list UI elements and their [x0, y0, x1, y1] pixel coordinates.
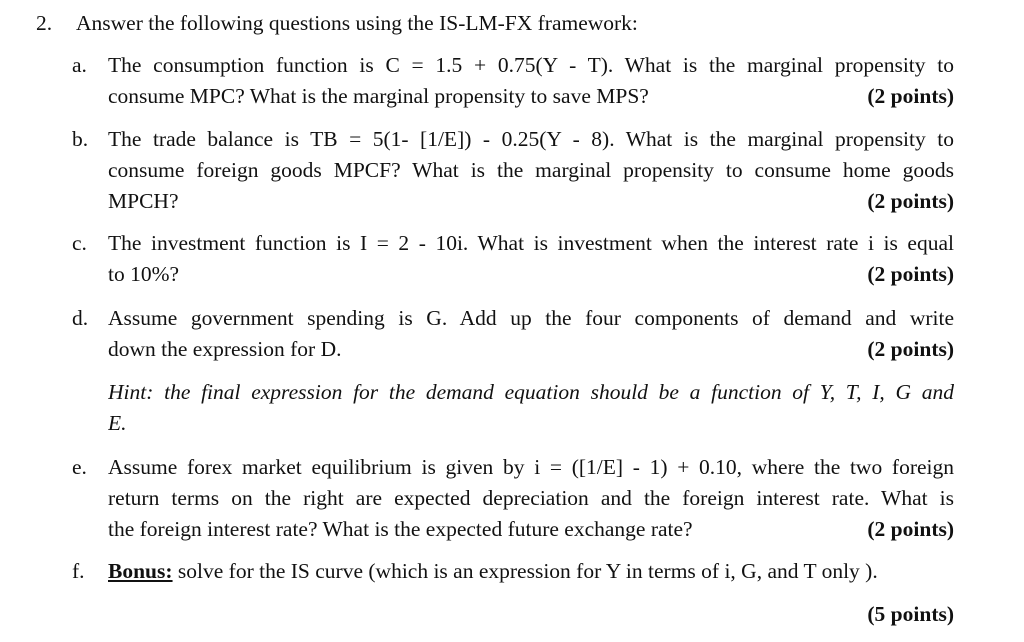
item-d	[72, 303, 954, 439]
item-c-line-2: to 10%?	[108, 262, 180, 286]
item-b-line-2: consume foreign goods MPCF? What is the marginal propensity to consume home goods	[108, 158, 954, 182]
item-c-points: (2 points)	[867, 262, 954, 286]
question-header	[36, 8, 638, 38]
item-c-line-1: The investment function is I = 2 - 10i. What is investment when the interest rate i is equal	[108, 231, 954, 255]
item-f-line-1: solve for the IS curve (which is an expression for Y in terms of i, G, and T only ).	[172, 559, 878, 583]
item-d-line-2: down the expression for D.	[108, 337, 342, 361]
item-e-line-1: Assume forex market equilibrium is given by i = ([1/E] - 1) + 0.10, where the two foreign	[108, 455, 954, 479]
item-a-line-2: consume MPC? What is the marginal propensity to save MPS?	[108, 84, 649, 108]
question-prompt: Answer the following questions using the IS-LM-FX framework:	[76, 11, 638, 35]
item-b-letter: b.	[72, 127, 89, 151]
item-f-bonus-label: Bonus:	[108, 559, 173, 583]
item-a-points: (2 points)	[867, 84, 954, 108]
item-e-line-3: the foreign interest rate? What is the expected future exchange rate?	[108, 517, 693, 541]
item-b-line-3: MPCH?	[108, 189, 179, 213]
item-f	[72, 556, 954, 630]
item-c-letter: c.	[72, 231, 87, 255]
item-d-letter: d.	[72, 306, 89, 330]
item-e-letter: e.	[72, 455, 87, 479]
item-b	[72, 124, 954, 217]
item-b-line-1: The trade balance is TB = 5(1- [1/E]) - 0.25(Y - 8). What is the marginal propensity to	[108, 127, 954, 151]
item-d-points: (2 points)	[867, 337, 954, 361]
item-a-letter: a.	[72, 53, 87, 77]
item-f-points: (5 points)	[867, 602, 954, 626]
item-f-letter: f.	[72, 559, 85, 583]
item-a-line-1: The consumption function is C = 1.5 + 0.75(Y - T). What is the marginal propensity to	[108, 53, 954, 77]
item-d-hint-line-2: E.	[108, 411, 127, 435]
item-e	[72, 452, 954, 545]
item-b-points: (2 points)	[867, 189, 954, 213]
item-c	[72, 228, 954, 290]
item-d-hint-line-1: Hint: the final expression for the demand equation should be a function of Y, T, I, G and	[108, 380, 954, 404]
item-e-line-2: return terms on the right are expected depreciation and the foreign interest rate. What is	[108, 486, 954, 510]
item-d-line-1: Assume government spending is G. Add up the four components of demand and write	[108, 306, 954, 330]
item-e-points: (2 points)	[867, 517, 954, 541]
item-a	[72, 50, 954, 112]
question-number: 2.	[36, 11, 53, 35]
